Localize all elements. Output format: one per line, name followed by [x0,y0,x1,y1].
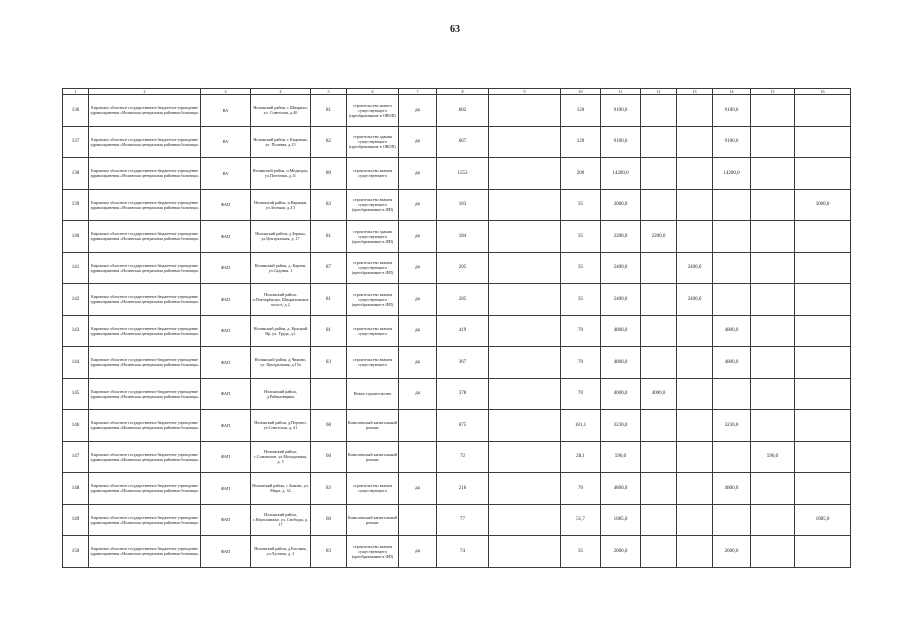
col15-cell [751,126,795,158]
work-type-cell: строительство нового существующего (преобразование в ОВОП) [347,95,399,127]
col7-cell: да [399,347,437,379]
col15-cell [751,378,795,410]
col14-cell: 9100,0 [713,95,751,127]
organization-cell: Кировское областное государственное бюджетное учреждение здравоохранения «Нолинская центральная районная больница» [89,126,201,158]
work-type-cell: строительство взамен существующего (преобразование в ФП) [347,189,399,221]
row-number-cell: 144 [63,347,89,379]
page-number: 63 [450,24,460,35]
work-type-cell: строительство взамен существующего [347,473,399,505]
column-number: 14 [713,89,751,95]
organization-cell: Кировское областное государственное бюджетное учреждение здравоохранения «Нолинская центральная районная больница» [89,189,201,221]
organization-cell: Кировское областное государственное бюджетное учреждение здравоохранения «Нолинская центральная районная больница» [89,252,201,284]
col9-cell [489,221,561,253]
organization-cell: Кировское областное государственное бюджетное учреждение здравоохранения «Нолинская центральная районная больница» [89,284,201,316]
facility-type-cell: ФАП [201,441,251,473]
col8-cell: 205 [437,252,489,284]
column-number: 15 [751,89,795,95]
col9-cell [489,252,561,284]
work-type-cell: строительство взамен существующего [347,347,399,379]
col13-cell [677,441,713,473]
col7-cell: да [399,315,437,347]
col12-cell: 4000,0 [641,378,677,410]
col5-cell [311,378,347,410]
address-cell: Нолинский район, с.Сомовские, ул.Молодежная, д. 3 [251,441,311,473]
col13-cell [677,347,713,379]
col13-cell: 2400,0 [677,252,713,284]
col10-cell: 120 [561,95,601,127]
col8-cell: 216 [437,473,489,505]
facility-type-cell: ФАП [201,221,251,253]
address-cell: Нолинский район, д.Чижово, ул. Центральная, д.15а [251,347,311,379]
col7-cell: да [399,126,437,158]
organization-cell: Кировское областное государственное бюджетное учреждение здравоохранения «Нолинская центральная районная больница» [89,536,201,568]
col9-cell [489,473,561,505]
col8-cell: 419 [437,315,489,347]
row-number-cell: 149 [63,504,89,536]
col5-cell: 80 [311,158,347,190]
col12-cell [641,410,677,442]
col7-cell: да [399,95,437,127]
row-number-cell: 141 [63,252,89,284]
address-cell: Нолинский район, д.Зерино, ул.Центральная, д. 17 [251,221,311,253]
col14-cell: 4800,0 [713,315,751,347]
col13-cell [677,126,713,158]
table-row [63,504,851,536]
col12-cell [641,126,677,158]
column-number: 13 [677,89,713,95]
col10-cell: 35 [561,189,601,221]
table-row [63,126,851,158]
address-cell: Нолинский район, д.Каслянь, ул.Луговая, д. 2 [251,536,311,568]
organization-cell: Кировское областное государственное бюджетное учреждение здравоохранения «Нолинская центральная районная больница» [89,378,201,410]
table-row [63,473,851,505]
col11-cell: 2600,0 [601,536,641,568]
col12-cell [641,441,677,473]
row-number-cell: 146 [63,410,89,442]
col15-cell [751,347,795,379]
facilities-table [62,88,851,568]
work-type-cell: Комплексный капитальный ремонт [347,504,399,536]
address-cell: Нолинский район, д.Рябиновщина [251,378,311,410]
col13-cell [677,473,713,505]
table-row [63,252,851,284]
col16-cell [795,410,851,442]
facility-type-cell: ВА [201,126,251,158]
organization-cell: Кировское областное государственное бюджетное учреждение здравоохранения «Нолинская центральная районная больница» [89,221,201,253]
table-row [63,536,851,568]
row-number-cell: 147 [63,441,89,473]
work-type-cell: строительство взамен существующего [347,158,399,190]
col7-cell: да [399,252,437,284]
col8-cell: 675 [437,410,489,442]
col11-cell: 2400,0 [601,252,641,284]
address-cell: Нолинский район, д. Карачи, ул.Садовая, 1 [251,252,311,284]
col14-cell [713,378,751,410]
facility-type-cell: ФАП [201,473,251,505]
col8-cell: 74 [437,536,489,568]
column-number: 9 [489,89,561,95]
col11-cell: 590,0 [601,441,641,473]
col9-cell [489,284,561,316]
work-type-cell: строительство взамен существующего (преобразование в ФП) [347,252,399,284]
row-number-cell: 143 [63,315,89,347]
col12-cell [641,536,677,568]
col14-cell [713,441,751,473]
col5-cell: 81 [311,95,347,127]
col7-cell [399,504,437,536]
facilities-table-wrapper [62,88,850,568]
row-number-cell: 137 [63,126,89,158]
col10-cell: 120 [561,126,601,158]
col9-cell [489,441,561,473]
col14-cell: 3230,0 [713,410,751,442]
address-cell: Нолинский район, с.Зыково, ул. Мира, д. 32 [251,473,311,505]
col9-cell [489,95,561,127]
organization-cell: Кировское областное государственное бюджетное учреждение здравоохранения «Нолинская центральная районная больница» [89,95,201,127]
table-row [63,189,851,221]
col12-cell [641,158,677,190]
col9-cell [489,158,561,190]
address-cell: Нолинский район, п.Пчеларёнсцы, Шварихинское шоссе, д.2 [251,284,311,316]
facility-type-cell: ФАП [201,504,251,536]
col5-cell: 82 [311,126,347,158]
col13-cell [677,158,713,190]
col11-cell: 3000,0 [601,189,641,221]
table-row [63,347,851,379]
organization-cell: Кировское областное государственное бюджетное учреждение здравоохранения «Нолинская центральная районная больница» [89,158,201,190]
column-number: 11 [601,89,641,95]
col10-cell: 35 [561,252,601,284]
col11-cell: 3230,0 [601,410,641,442]
column-number: 4 [251,89,311,95]
col10-cell: 28,1 [561,441,601,473]
col15-cell [751,315,795,347]
facility-type-cell: ФАП [201,189,251,221]
col13-cell [677,504,713,536]
col16-cell [795,252,851,284]
col11-cell: 4800,0 [601,347,641,379]
col14-cell [713,189,751,221]
col12-cell [641,473,677,505]
col5-cell: 81 [311,315,347,347]
col16-cell [795,536,851,568]
col14-cell: 2600,0 [713,536,751,568]
col8-cell: 184 [437,221,489,253]
col5-cell: 83 [311,347,347,379]
facility-type-cell: ФАП [201,378,251,410]
col8-cell: 367 [437,347,489,379]
address-cell: Нолинский район, с.Шварихи, ул. Советская, д.40 [251,95,311,127]
row-number-cell: 142 [63,284,89,316]
col10-cell: 70 [561,347,601,379]
col7-cell: да [399,189,437,221]
col12-cell [641,315,677,347]
col16-cell: 3000,0 [795,189,851,221]
col12-cell [641,284,677,316]
address-cell: Нолинский район, д. Красный Яр, ул. Труда, д.1 [251,315,311,347]
col15-cell [751,504,795,536]
col13-cell [677,410,713,442]
col11-cell: 4800,0 [601,473,641,505]
row-number-cell: 140 [63,221,89,253]
col10-cell: 70 [561,315,601,347]
col15-cell [751,158,795,190]
col9-cell [489,536,561,568]
facility-type-cell: ВА [201,95,251,127]
col10-cell: 70 [561,378,601,410]
col15-cell [751,252,795,284]
col9-cell [489,189,561,221]
col15-cell: 590,0 [751,441,795,473]
col13-cell [677,221,713,253]
column-number: 7 [399,89,437,95]
table-row [63,221,851,253]
organization-cell: Кировское областное государственное бюджетное учреждение здравоохранения «Нолинская центральная районная больница» [89,347,201,379]
col9-cell [489,126,561,158]
col7-cell [399,410,437,442]
col12-cell [641,189,677,221]
col5-cell: 87 [311,252,347,284]
col5-cell: 60 [311,504,347,536]
col9-cell [489,347,561,379]
col8-cell: 183 [437,189,489,221]
col5-cell: 83 [311,536,347,568]
address-cell: Нолинский район, с.Кырчаны, ул. Полевая, д.15 [251,126,311,158]
col13-cell [677,95,713,127]
col9-cell [489,315,561,347]
col10-cell: 70 [561,473,601,505]
col7-cell: да [399,536,437,568]
column-number: 16 [795,89,851,95]
col14-cell [713,284,751,316]
column-number: 6 [347,89,399,95]
col7-cell: да [399,158,437,190]
col10-cell: 35 [561,221,601,253]
col7-cell: да [399,284,437,316]
col14-cell: 14200,0 [713,158,751,190]
table-row [63,284,851,316]
address-cell: Нолинский район, с.Верхошижье, ул. Свободы, д. 17 [251,504,311,536]
col5-cell: 60 [311,441,347,473]
col7-cell: да [399,221,437,253]
col15-cell [751,536,795,568]
col13-cell [677,315,713,347]
col10-cell: 181,1 [561,410,601,442]
col16-cell [795,95,851,127]
col16-cell [795,284,851,316]
column-number: 1 [63,89,89,95]
col8-cell: 378 [437,378,489,410]
work-type-cell: строительство здания существующего (преобразование в ОВОП) [347,126,399,158]
row-number-cell: 145 [63,378,89,410]
col14-cell: 9100,0 [713,126,751,158]
col10-cell: 51,7 [561,504,601,536]
col15-cell [751,189,795,221]
row-number-cell: 136 [63,95,89,127]
col16-cell [795,315,851,347]
col5-cell: 83 [311,473,347,505]
column-number: 12 [641,89,677,95]
col8-cell: 1553 [437,158,489,190]
col15-cell [751,284,795,316]
col12-cell [641,95,677,127]
table-row [63,441,851,473]
facility-type-cell: ВА [201,158,251,190]
address-cell: Нолинский район, п.Варнаки, ул.Зеленая, д.4 5 [251,189,311,221]
col14-cell [713,221,751,253]
col8-cell: 285 [437,284,489,316]
col11-cell: 1085,0 [601,504,641,536]
organization-cell: Кировское областное государственное бюджетное учреждение здравоохранения «Нолинская центральная районная больница» [89,473,201,505]
col11-cell: 9100,0 [601,126,641,158]
col7-cell: да [399,378,437,410]
col10-cell: 200 [561,158,601,190]
address-cell: Нолинский район, п.Медведок, ул.Почтовая, д.11 [251,158,311,190]
facility-type-cell: ФАП [201,315,251,347]
col15-cell [751,410,795,442]
table-row [63,410,851,442]
col5-cell: 81 [311,284,347,316]
col16-cell [795,126,851,158]
address-cell: Нолинский район, д.Перевоз, ул.Советская, д. 41 [251,410,311,442]
col8-cell: 77 [437,504,489,536]
facility-type-cell: ФАП [201,536,251,568]
col9-cell [489,410,561,442]
col12-cell [641,252,677,284]
work-type-cell: Комплексный капитальный ремонт [347,410,399,442]
col16-cell [795,378,851,410]
col11-cell: 14200,0 [601,158,641,190]
col14-cell: 4800,0 [713,347,751,379]
column-number: 10 [561,89,601,95]
col11-cell: 4000,0 [601,378,641,410]
row-number-cell: 139 [63,189,89,221]
col15-cell [751,473,795,505]
column-number: 3 [201,89,251,95]
organization-cell: Кировское областное государственное бюджетное учреждение здравоохранения «Нолинская центральная районная больница» [89,410,201,442]
work-type-cell: строительство взамен существующего [347,315,399,347]
col10-cell: 35 [561,536,601,568]
table-row [63,315,851,347]
col8-cell: 667 [437,126,489,158]
col11-cell: 9100,0 [601,95,641,127]
col8-cell: 72 [437,441,489,473]
col16-cell [795,347,851,379]
work-type-cell: Новое строительство [347,378,399,410]
column-number: 8 [437,89,489,95]
col7-cell [399,441,437,473]
col12-cell [641,347,677,379]
facility-type-cell: ФАП [201,410,251,442]
column-number: 5 [311,89,347,95]
col16-cell [795,441,851,473]
col11-cell: 2200,0 [601,221,641,253]
row-number-cell: 150 [63,536,89,568]
work-type-cell: Комплексный капитальный ремонт [347,441,399,473]
facility-type-cell: ФАП [201,347,251,379]
col13-cell [677,378,713,410]
col11-cell: 2400,0 [601,284,641,316]
col13-cell: 2400,0 [677,284,713,316]
col10-cell: 35 [561,284,601,316]
col16-cell [795,158,851,190]
col14-cell [713,504,751,536]
col15-cell [751,221,795,253]
col16-cell: 1085,0 [795,504,851,536]
col9-cell [489,378,561,410]
col5-cell: 60 [311,410,347,442]
facility-type-cell: ФАП [201,284,251,316]
col5-cell: 81 [311,221,347,253]
col5-cell: 83 [311,189,347,221]
col13-cell [677,536,713,568]
row-number-cell: 148 [63,473,89,505]
col9-cell [489,504,561,536]
table-row [63,158,851,190]
col16-cell [795,221,851,253]
work-type-cell: строительство взамен существующего (преобразование в ФП) [347,536,399,568]
col12-cell [641,504,677,536]
work-type-cell: строительство взамен существующего (преобразование в ФП) [347,284,399,316]
col14-cell [713,252,751,284]
organization-cell: Кировское областное государственное бюджетное учреждение здравоохранения «Нолинская центральная районная больница» [89,315,201,347]
col16-cell [795,473,851,505]
row-number-cell: 138 [63,158,89,190]
table-row [63,378,851,410]
col11-cell: 4800,0 [601,315,641,347]
column-number: 2 [89,89,201,95]
work-type-cell: строительство здания существующего (преобразование в ФП) [347,221,399,253]
col12-cell: 2200,0 [641,221,677,253]
col8-cell: 602 [437,95,489,127]
col13-cell [677,189,713,221]
facility-type-cell: ФАП [201,252,251,284]
col7-cell: да [399,473,437,505]
table-row [63,95,851,127]
col14-cell: 4800,0 [713,473,751,505]
organization-cell: Кировское областное государственное бюджетное учреждение здравоохранения «Нолинская центральная районная больница» [89,441,201,473]
col15-cell [751,95,795,127]
organization-cell: Кировское областное государственное бюджетное учреждение здравоохранения «Нолинская центральная районная больница» [89,504,201,536]
